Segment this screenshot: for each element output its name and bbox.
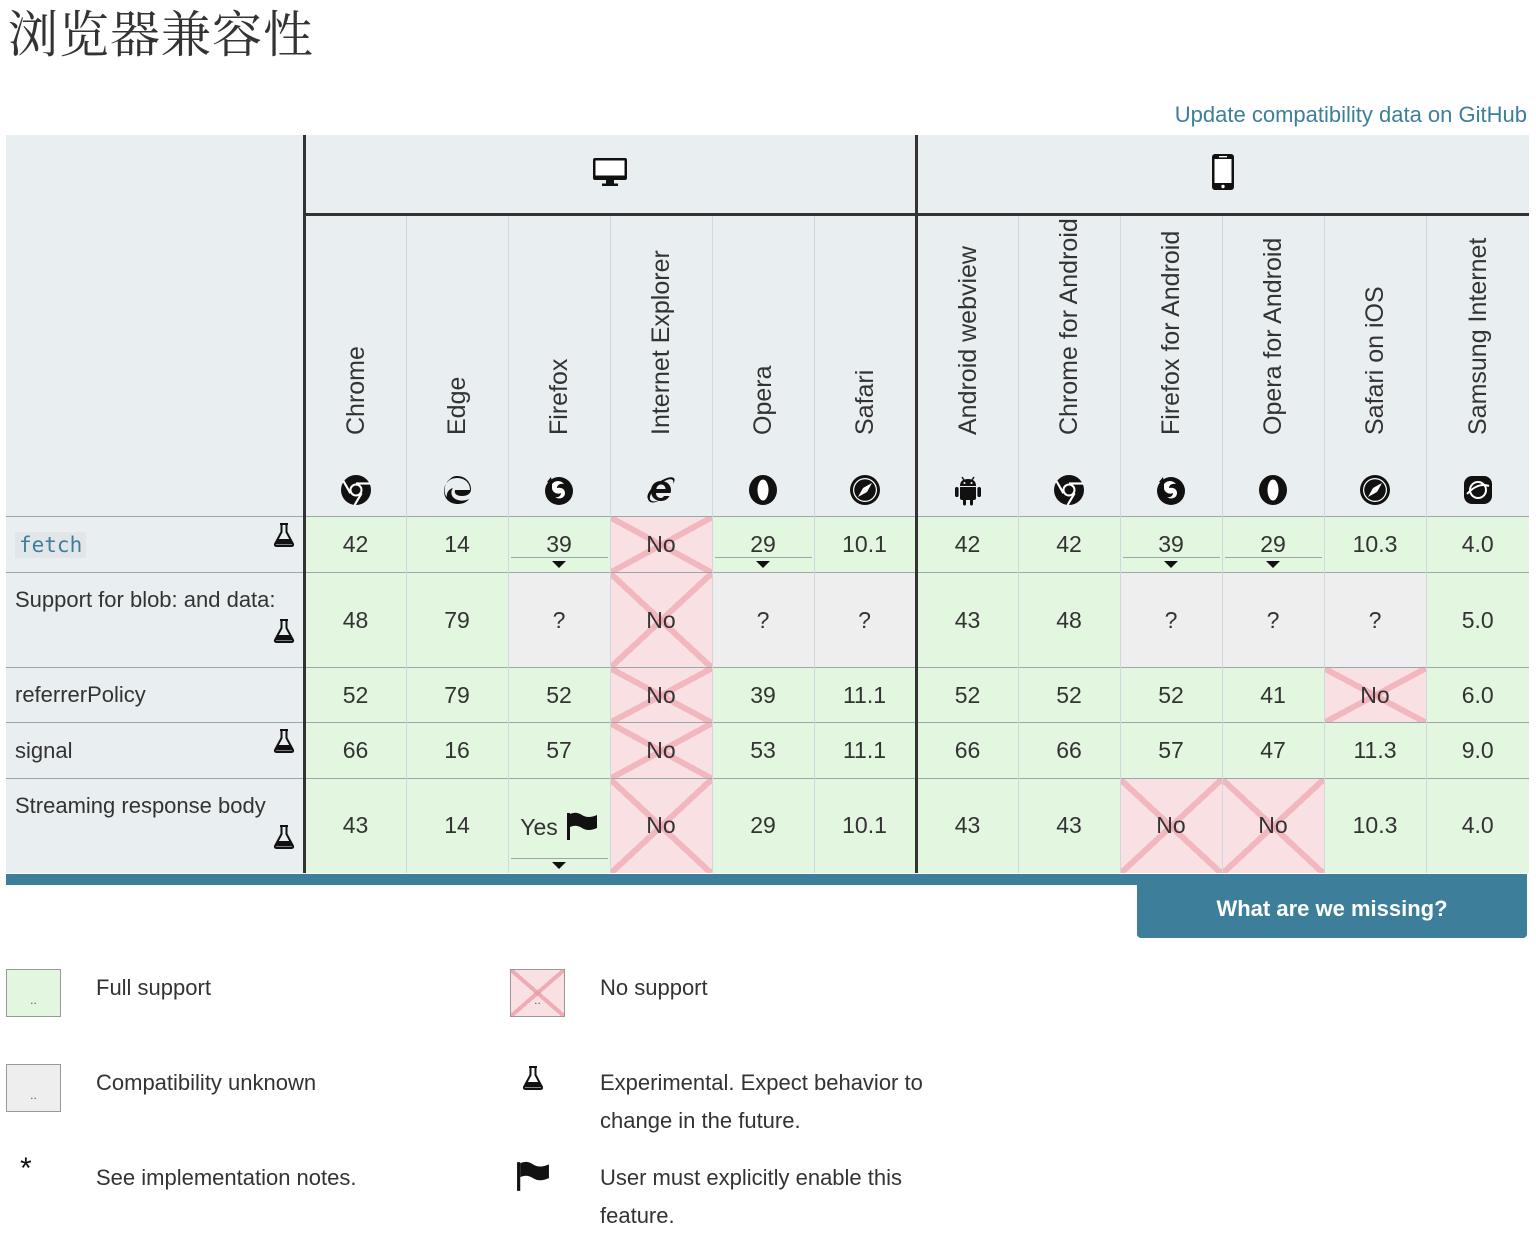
browser-name: Samsung Internet <box>1463 237 1492 435</box>
support-cell-safari <box>814 517 916 573</box>
support-value: 11.1 <box>842 737 887 763</box>
support-value: ? <box>1368 606 1382 633</box>
chrome-icon <box>340 474 372 506</box>
support-value: Yes <box>520 813 558 840</box>
support-cell-opera <box>712 668 814 723</box>
expand-triangle-icon[interactable] <box>756 561 770 568</box>
safari-icon <box>849 474 881 506</box>
table-row <box>6 779 1529 873</box>
support-cell-chrome <box>304 723 406 779</box>
table-row <box>6 573 1529 668</box>
browser-name: Edge <box>443 376 471 435</box>
browser-name: Android webview <box>953 246 982 435</box>
support-value: 10.3 <box>1352 812 1398 839</box>
support-value: 52 <box>954 681 981 708</box>
support-value: 48 <box>1056 606 1082 633</box>
support-value: 42 <box>1056 531 1082 557</box>
support-value: 52 <box>342 681 369 708</box>
android-icon <box>952 474 984 506</box>
support-cell-samsung-internet <box>1426 668 1529 723</box>
support-value: 52 <box>546 681 572 708</box>
support-cell-firefox-for-android[interactable] <box>1120 517 1222 573</box>
browser-header-opera-for-android <box>1222 215 1324 517</box>
legend-label-no-support: No support <box>600 975 708 1000</box>
support-value: 10.1 <box>842 812 887 839</box>
expand-triangle-icon[interactable] <box>1266 561 1280 568</box>
support-value: 10.1 <box>842 531 887 557</box>
support-cell-opera-for-android <box>1222 573 1324 668</box>
support-cell-opera-for-android <box>1222 779 1324 873</box>
support-cell-samsung-internet <box>1426 573 1529 668</box>
support-value: 43 <box>954 606 981 633</box>
support-cell-firefox <box>508 668 610 723</box>
support-value: 79 <box>444 681 470 708</box>
expand-triangle-icon[interactable] <box>552 862 566 869</box>
browser-header-firefox-for-android <box>1120 215 1222 517</box>
support-cell-chrome-for-android <box>1018 723 1120 779</box>
support-value: 43 <box>342 812 369 839</box>
platform-mobile-header <box>916 135 1529 215</box>
support-cell-firefox-for-android <box>1120 723 1222 779</box>
browser-header-firefox <box>508 215 610 517</box>
support-value: No <box>646 681 676 708</box>
support-value: 39 <box>546 531 572 557</box>
support-value: 42 <box>954 531 981 557</box>
support-cell-edge <box>406 573 508 668</box>
compat-table <box>6 135 1529 873</box>
support-cell-chrome <box>304 573 406 668</box>
firefox-icon <box>543 474 575 506</box>
support-value: 14 <box>444 531 470 557</box>
browser-header-edge <box>406 215 508 517</box>
browser-name: Safari on iOS <box>1361 286 1389 435</box>
chrome-icon <box>1053 474 1085 506</box>
support-cell-opera <box>712 779 814 873</box>
support-value: No <box>1156 812 1186 839</box>
legend-label-full-support: Full support <box>96 975 211 1000</box>
legend-swatch-mark: .. <box>30 1088 37 1102</box>
support-cell-safari-on-ios <box>1324 573 1426 668</box>
support-cell-chrome-for-android <box>1018 668 1120 723</box>
support-cell-chrome <box>304 779 406 873</box>
browser-name: Safari <box>850 369 879 435</box>
internet-explorer-icon <box>645 474 677 506</box>
support-value: 16 <box>444 737 470 763</box>
browser-name: Firefox <box>545 358 573 435</box>
browser-header-android-webview <box>916 215 1018 517</box>
browser-name: Chrome for Android <box>1055 218 1083 435</box>
legend-label-flag: User must explicitly enable this feature. <box>600 1165 903 1228</box>
table-row <box>6 517 1529 573</box>
browser-header-opera <box>712 215 814 517</box>
browser-name: Internet Explorer <box>647 250 675 435</box>
mobile-phone-icon <box>1211 153 1235 191</box>
support-value: ? <box>552 606 566 633</box>
support-value: 52 <box>1056 681 1082 708</box>
support-cell-opera[interactable] <box>712 517 814 573</box>
support-value: 57 <box>546 737 572 763</box>
support-value: 41 <box>1260 681 1286 708</box>
toggle-divider <box>511 557 608 558</box>
github-update-link[interactable]: Update compatibility data on GitHub <box>1174 102 1527 127</box>
browser-header-samsung-internet <box>1426 215 1529 517</box>
support-value: 10.3 <box>1352 531 1398 557</box>
desktop-icon <box>592 157 628 187</box>
support-cell-opera <box>712 723 814 779</box>
browser-name: Firefox for Android <box>1157 230 1185 435</box>
browser-header-safari <box>814 215 916 517</box>
feature-label: signal <box>15 737 73 763</box>
legend-swatch-mark: .. <box>534 993 541 1007</box>
support-cell-android-webview <box>916 668 1018 723</box>
table-row <box>6 668 1529 723</box>
what-are-we-missing-button[interactable]: What are we missing? <box>1137 874 1527 938</box>
support-cell-safari-on-ios <box>1324 517 1426 573</box>
support-cell-samsung-internet <box>1426 723 1529 779</box>
support-value: No <box>1258 812 1288 839</box>
support-cell-safari <box>814 668 916 723</box>
support-value: No <box>646 606 676 633</box>
support-cell-android-webview <box>916 517 1018 573</box>
support-cell-edge <box>406 517 508 573</box>
legend-label-notes: See implementation notes. <box>96 1165 357 1190</box>
feature-label: Support for blob: and data: <box>15 587 276 612</box>
legend-swatch-unknown <box>6 1064 61 1112</box>
browser-header-internet-explorer <box>610 215 712 517</box>
support-cell-edge <box>406 779 508 873</box>
browser-name: Opera <box>749 365 777 435</box>
toggle-divider <box>1123 557 1220 558</box>
support-cell-edge <box>406 668 508 723</box>
support-value: 11.3 <box>1353 737 1397 763</box>
firefox-icon <box>1155 474 1187 506</box>
table-corner <box>6 135 304 517</box>
support-cell-opera-for-android[interactable] <box>1222 517 1324 573</box>
legend-label-experimental: Experimental. Expect behavior to change in the future. <box>600 1070 923 1133</box>
support-cell-firefox <box>508 573 610 668</box>
opera-icon <box>747 474 779 506</box>
experimental-flask-icon <box>273 619 295 643</box>
support-value: 29 <box>750 812 776 839</box>
support-value: No <box>646 812 676 839</box>
support-cell-chrome-for-android <box>1018 779 1120 873</box>
support-cell-android-webview <box>916 723 1018 779</box>
support-value: 29 <box>750 531 776 557</box>
support-value: 39 <box>1158 531 1184 557</box>
support-value: 42 <box>342 531 369 557</box>
edge-icon <box>441 474 473 506</box>
support-value: 11.1 <box>842 681 887 708</box>
support-cell-opera-for-android <box>1222 668 1324 723</box>
browser-header-safari-on-ios <box>1324 215 1426 517</box>
support-cell-safari <box>814 779 916 873</box>
support-cell-samsung-internet <box>1426 517 1529 573</box>
support-cell-internet-explorer <box>610 517 712 573</box>
support-cell-safari-on-ios <box>1324 723 1426 779</box>
support-cell-firefox[interactable] <box>508 779 610 873</box>
legend-swatch-full-support <box>6 969 61 1017</box>
page-title: 浏览器兼容性 <box>8 6 314 64</box>
support-cell-opera-for-android <box>1222 723 1324 779</box>
experimental-flask-icon <box>273 825 295 849</box>
support-value: 66 <box>1056 737 1082 763</box>
support-cell-chrome <box>304 517 406 573</box>
legend-swatch-no-support <box>510 969 565 1017</box>
support-value: 48 <box>342 606 369 633</box>
samsung-internet-icon <box>1462 474 1494 506</box>
support-value: 52 <box>1158 681 1184 708</box>
experimental-flask-icon <box>273 523 295 547</box>
support-cell-firefox-for-android <box>1120 573 1222 668</box>
feature-name-signal[interactable] <box>6 723 304 779</box>
support-cell-chrome-for-android <box>1018 517 1120 573</box>
support-cell-chrome <box>304 668 406 723</box>
asterisk-icon: * <box>20 1152 32 1185</box>
support-cell-firefox-for-android <box>1120 668 1222 723</box>
support-cell-chrome-for-android <box>1018 573 1120 668</box>
feature-label: fetch <box>15 532 86 558</box>
support-cell-safari <box>814 723 916 779</box>
support-cell-firefox <box>508 723 610 779</box>
support-value: 43 <box>1056 812 1082 839</box>
browser-name: Chrome <box>341 346 370 435</box>
flag-icon <box>516 1160 550 1192</box>
support-cell-firefox[interactable] <box>508 517 610 573</box>
support-cell-opera <box>712 573 814 668</box>
feature-label: referrerPolicy <box>15 682 146 707</box>
expand-triangle-icon[interactable] <box>1164 561 1178 568</box>
support-cell-android-webview <box>916 779 1018 873</box>
feature-name-fetch[interactable] <box>6 517 304 573</box>
toggle-divider <box>1225 557 1322 558</box>
support-cell-internet-explorer <box>610 668 712 723</box>
table-row <box>6 723 1529 779</box>
feature-name-streaming-response-body[interactable] <box>6 779 304 873</box>
support-value: No <box>646 531 676 557</box>
toggle-divider <box>511 858 608 859</box>
support-cell-samsung-internet <box>1426 779 1529 873</box>
toggle-divider <box>715 557 812 558</box>
support-cell-internet-explorer <box>610 573 712 668</box>
support-cell-internet-explorer <box>610 723 712 779</box>
support-value: 66 <box>342 737 369 763</box>
support-cell-safari-on-ios <box>1324 779 1426 873</box>
support-cell-safari-on-ios <box>1324 668 1426 723</box>
support-value: No <box>646 737 676 763</box>
browser-header-chrome-for-android <box>1018 215 1120 517</box>
support-value: 43 <box>954 812 981 839</box>
browser-name: Opera for Android <box>1259 237 1287 435</box>
safari-icon <box>1359 474 1391 506</box>
support-cell-internet-explorer <box>610 779 712 873</box>
support-cell-android-webview <box>916 573 1018 668</box>
legend-swatch-mark: .. <box>30 993 37 1007</box>
support-cell-edge <box>406 723 508 779</box>
support-value: ? <box>1164 606 1178 633</box>
support-value: 5.0 <box>1461 606 1494 633</box>
support-value: 29 <box>1260 531 1286 557</box>
compat-body <box>6 517 1529 873</box>
support-value: 47 <box>1260 737 1286 763</box>
support-value: 4.0 <box>1461 531 1494 557</box>
support-value: 6.0 <box>1461 681 1494 708</box>
support-value: 4.0 <box>1461 812 1494 839</box>
support-cell-firefox-for-android <box>1120 779 1222 873</box>
feature-name-referrerpolicy[interactable] <box>6 668 304 723</box>
support-value: No <box>1360 681 1390 708</box>
support-value: 14 <box>444 812 470 839</box>
feature-name-support-for-blob-and-data[interactable] <box>6 573 304 668</box>
support-value: ? <box>858 606 871 633</box>
experimental-flask-icon <box>273 729 295 753</box>
opera-icon <box>1257 474 1289 506</box>
support-value: ? <box>1266 606 1280 633</box>
support-value: 9.0 <box>1461 737 1494 763</box>
support-value: 66 <box>954 737 981 763</box>
support-cell-safari <box>814 573 916 668</box>
support-value: 79 <box>444 606 470 633</box>
support-value: 57 <box>1158 737 1184 763</box>
flag-icon <box>566 811 598 841</box>
expand-triangle-icon[interactable] <box>552 561 566 568</box>
legend-label-unknown: Compatibility unknown <box>96 1070 317 1095</box>
support-value: 39 <box>750 681 776 708</box>
experimental-flask-icon <box>522 1066 544 1090</box>
feature-label: Streaming response body <box>15 793 266 818</box>
support-value: 53 <box>750 737 776 763</box>
browser-header-chrome <box>304 215 406 517</box>
support-value: ? <box>756 606 770 633</box>
platform-desktop-header <box>304 135 916 215</box>
